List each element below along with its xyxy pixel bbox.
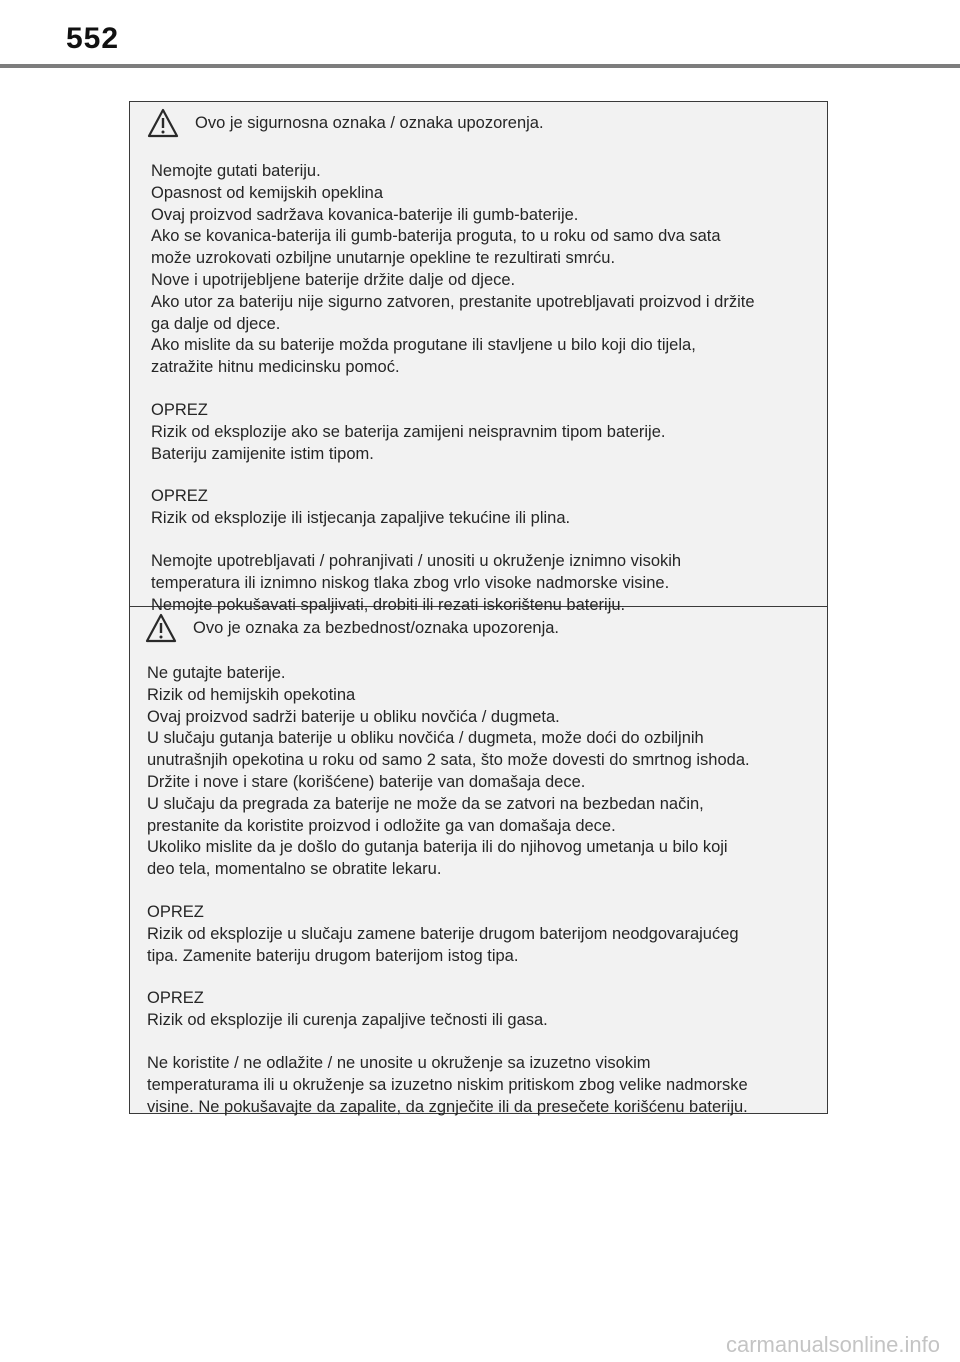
warning-text-line: Rizik od eksplozije ili istjecanja zapaljive tekućine ili plina. xyxy=(151,509,571,528)
warning-text-line: Rizik od eksplozije u slučaju zamene baterije drugom baterijom neodgovarajućeg xyxy=(147,924,739,943)
warning-section-croatian xyxy=(130,102,827,614)
warning-heading-row xyxy=(147,108,544,138)
warning-text-line: Ne gutajte baterije. xyxy=(147,664,286,682)
warning-text-line: Ako mislite da su baterije možda progutane ili stavljene u bilo koji dio tijela, xyxy=(151,336,696,355)
warning-text-line: OPREZ xyxy=(151,400,208,419)
warning-text-line: OPREZ xyxy=(151,487,208,506)
warning-text-line: Nemojte pokušavati spaljivati, drobiti ili rezati iskorištenu bateriju. xyxy=(151,595,626,614)
warning-text-line: tipa. Zamenite bateriju drugom baterijom istog tipa. xyxy=(147,946,519,965)
warning-text-line: deo tela, momentalno se obratite lekaru. xyxy=(147,860,442,879)
warning-text-line: temperatura ili iznimno niskog tlaka zbog vrlo visoke nadmorske visine. xyxy=(151,573,670,592)
warning-text-line: može uzrokovati ozbiljne unutarnje opekline te rezultirati smrću. xyxy=(151,249,616,268)
warning-heading: Ovo je sigurnosna oznaka / oznaka upozorenja. xyxy=(195,114,544,132)
warning-text-line: OPREZ xyxy=(147,902,204,921)
warning-text-line: Nemojte upotrebljavati / pohranjivati / unositi u okruženje iznimno visokih xyxy=(151,551,682,570)
warning-text-line: Ovaj proizvod sadrži baterije u obliku novčića / dugmeta. xyxy=(147,707,560,726)
warning-text-line: Ako utor za bateriju nije sigurno zatvoren, prestanite upotrebljavati proizvod i držite xyxy=(151,292,755,311)
warning-text-line: temperaturama ili u okruženje sa izuzetno niskim pritiskom zbog velike nadmorske xyxy=(147,1075,748,1094)
warning-triangle-icon xyxy=(145,613,177,643)
warning-text-line: Bateriju zamijenite istim tipom. xyxy=(151,444,374,463)
watermark: carmanualsonline.info xyxy=(725,1332,940,1357)
warning-text-line: visine. Ne pokušavajte da zapalite, da zgnječite ili da presečete korišćenu bateriju. xyxy=(147,1097,748,1116)
warning-text-line: prestanite da koristite proizvod i odložite ga van domašaja dece. xyxy=(147,816,616,835)
warning-paragraph xyxy=(147,902,750,967)
warning-paragraph xyxy=(147,1053,750,1118)
warning-text-line: U slučaju gutanja baterije u obliku novčića / dugmeta, može doći do ozbiljnih xyxy=(147,729,704,748)
warning-text-line: zatražite hitnu medicinsku pomoć. xyxy=(151,358,400,377)
warning-text-line: Opasnost od kemijskih opeklina xyxy=(151,183,384,202)
warning-text-line: Rizik od eksplozije ako se baterija zamijeni neispravnim tipom baterije. xyxy=(151,422,666,441)
warning-text-line: Nove i upotrijebljene baterije držite dalje od djece. xyxy=(151,270,516,289)
warning-text-line: unutrašnjih opekotina u roku od samo 2 sata, što može dovesti do smrtnog ishoda. xyxy=(147,751,750,770)
warning-heading: Ovo je oznaka za bezbednost/oznaka upozorenja. xyxy=(193,619,559,637)
warning-paragraph xyxy=(151,486,755,530)
warning-text-line: Držite i nove i stare (korišćene) baterije van domašaja dece. xyxy=(147,772,586,791)
warning-text-line: Ako se kovanica-baterija ili gumb-baterija proguta, to u roku od samo dva sata xyxy=(151,227,721,246)
warning-triangle-icon xyxy=(147,108,179,138)
warning-paragraph xyxy=(151,400,755,465)
warning-paragraph xyxy=(147,988,750,1032)
warning-text-line: Rizik od hemijskih opekotina xyxy=(147,685,356,704)
warning-text-line: Ne koristite / ne odlažite / ne unosite u okruženje sa izuzetno visokim xyxy=(147,1053,651,1072)
warning-text-line: ga dalje od djece. xyxy=(151,314,281,333)
warning-body xyxy=(151,161,755,616)
warning-section-serbian xyxy=(130,607,827,1116)
warning-text-line: OPREZ xyxy=(147,989,204,1008)
warning-text-line: Ovaj proizvod sadržava kovanica-baterije ili gumb-baterije. xyxy=(151,205,579,224)
page-number: 552 xyxy=(66,22,120,55)
warning-paragraph xyxy=(147,663,750,881)
warning-text-line: Rizik od eksplozije ili curenja zapaljive tečnosti ili gasa. xyxy=(147,1011,548,1030)
warning-label-box xyxy=(129,101,828,1114)
warning-text-line: U slučaju da pregrada za baterije ne može da se zatvori na bezbedan način, xyxy=(147,794,704,813)
warning-text-line: Nemojte gutati bateriju. xyxy=(151,162,321,180)
warning-body xyxy=(147,663,750,1118)
warning-paragraph xyxy=(151,161,755,379)
header-divider xyxy=(0,64,960,68)
warning-heading-row xyxy=(145,613,559,643)
warning-text-line: Ukoliko mislite da je došlo do gutanja baterija ili do njihovog umetanja u bilo koji xyxy=(147,838,728,857)
